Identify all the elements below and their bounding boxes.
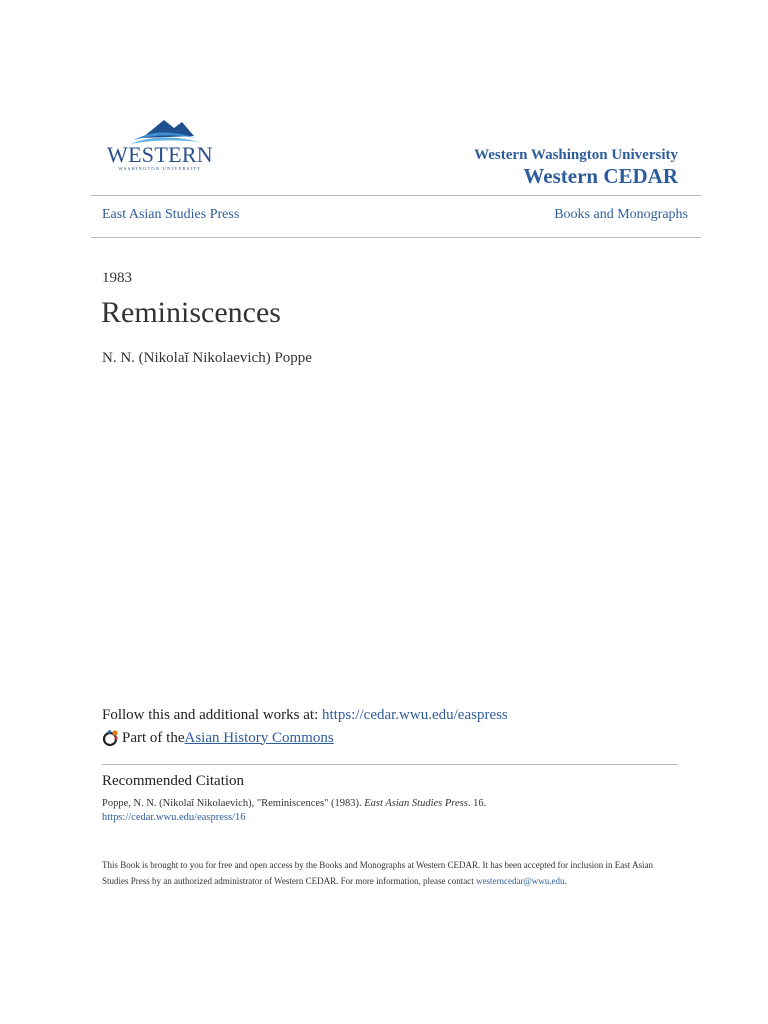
part-of-label: Part of the: [122, 729, 185, 746]
recommended-citation-heading: Recommended Citation: [102, 773, 245, 789]
follow-line: [102, 707, 508, 724]
citation-suffix: . 16.: [467, 798, 487, 809]
disclaimer-text: This Book is brought to you for free and open access by the Books and Monographs at Western CEDAR. It has been accepted for inclusion in East Asian Studies Press by an authorized administrator of Western CEDAR. For more information, please contact: [102, 860, 653, 886]
citation-publication: East Asian Studies Press: [364, 798, 468, 809]
follow-url-link[interactable]: https://cedar.wwu.edu/easpress: [321, 707, 508, 723]
repository-name[interactable]: Western CEDAR: [523, 164, 678, 188]
collection-link[interactable]: East Asian Studies Press: [102, 207, 240, 222]
institution-name[interactable]: Western Washington University: [474, 147, 678, 163]
part-of-line: [102, 729, 334, 747]
work-title: Reminiscences: [101, 296, 281, 329]
publication-year: 1983: [102, 270, 132, 286]
citation-divider: [102, 764, 678, 765]
network-commons-icon: [102, 729, 120, 747]
contact-email-link[interactable]: westerncedar@wwu.edu: [476, 876, 565, 886]
author-name: N. N. (Nikolaĭ Nikolaevich) Poppe: [102, 350, 312, 366]
western-logo: [104, 116, 216, 178]
series-link[interactable]: Books and Monographs: [554, 207, 688, 222]
logo-subline: WASHINGTON UNIVERSITY: [118, 166, 202, 171]
logo-wordmark: WESTERN: [107, 142, 213, 167]
citation-prefix: Poppe, N. N. (Nikolaĭ Nikolaevich), "Reminiscences" (1983).: [102, 798, 365, 809]
follow-label: Follow this and additional works at:: [102, 707, 322, 723]
disclaimer-end: .: [564, 876, 567, 886]
citation-text: [102, 797, 486, 825]
citation-url-link[interactable]: https://cedar.wwu.edu/easpress/16: [102, 812, 246, 823]
asian-history-commons-link[interactable]: Asian History Commons: [184, 729, 334, 746]
header-divider: [91, 195, 701, 196]
nav-divider: [91, 237, 701, 238]
access-disclaimer: [102, 857, 662, 889]
institution-header: [474, 146, 678, 188]
